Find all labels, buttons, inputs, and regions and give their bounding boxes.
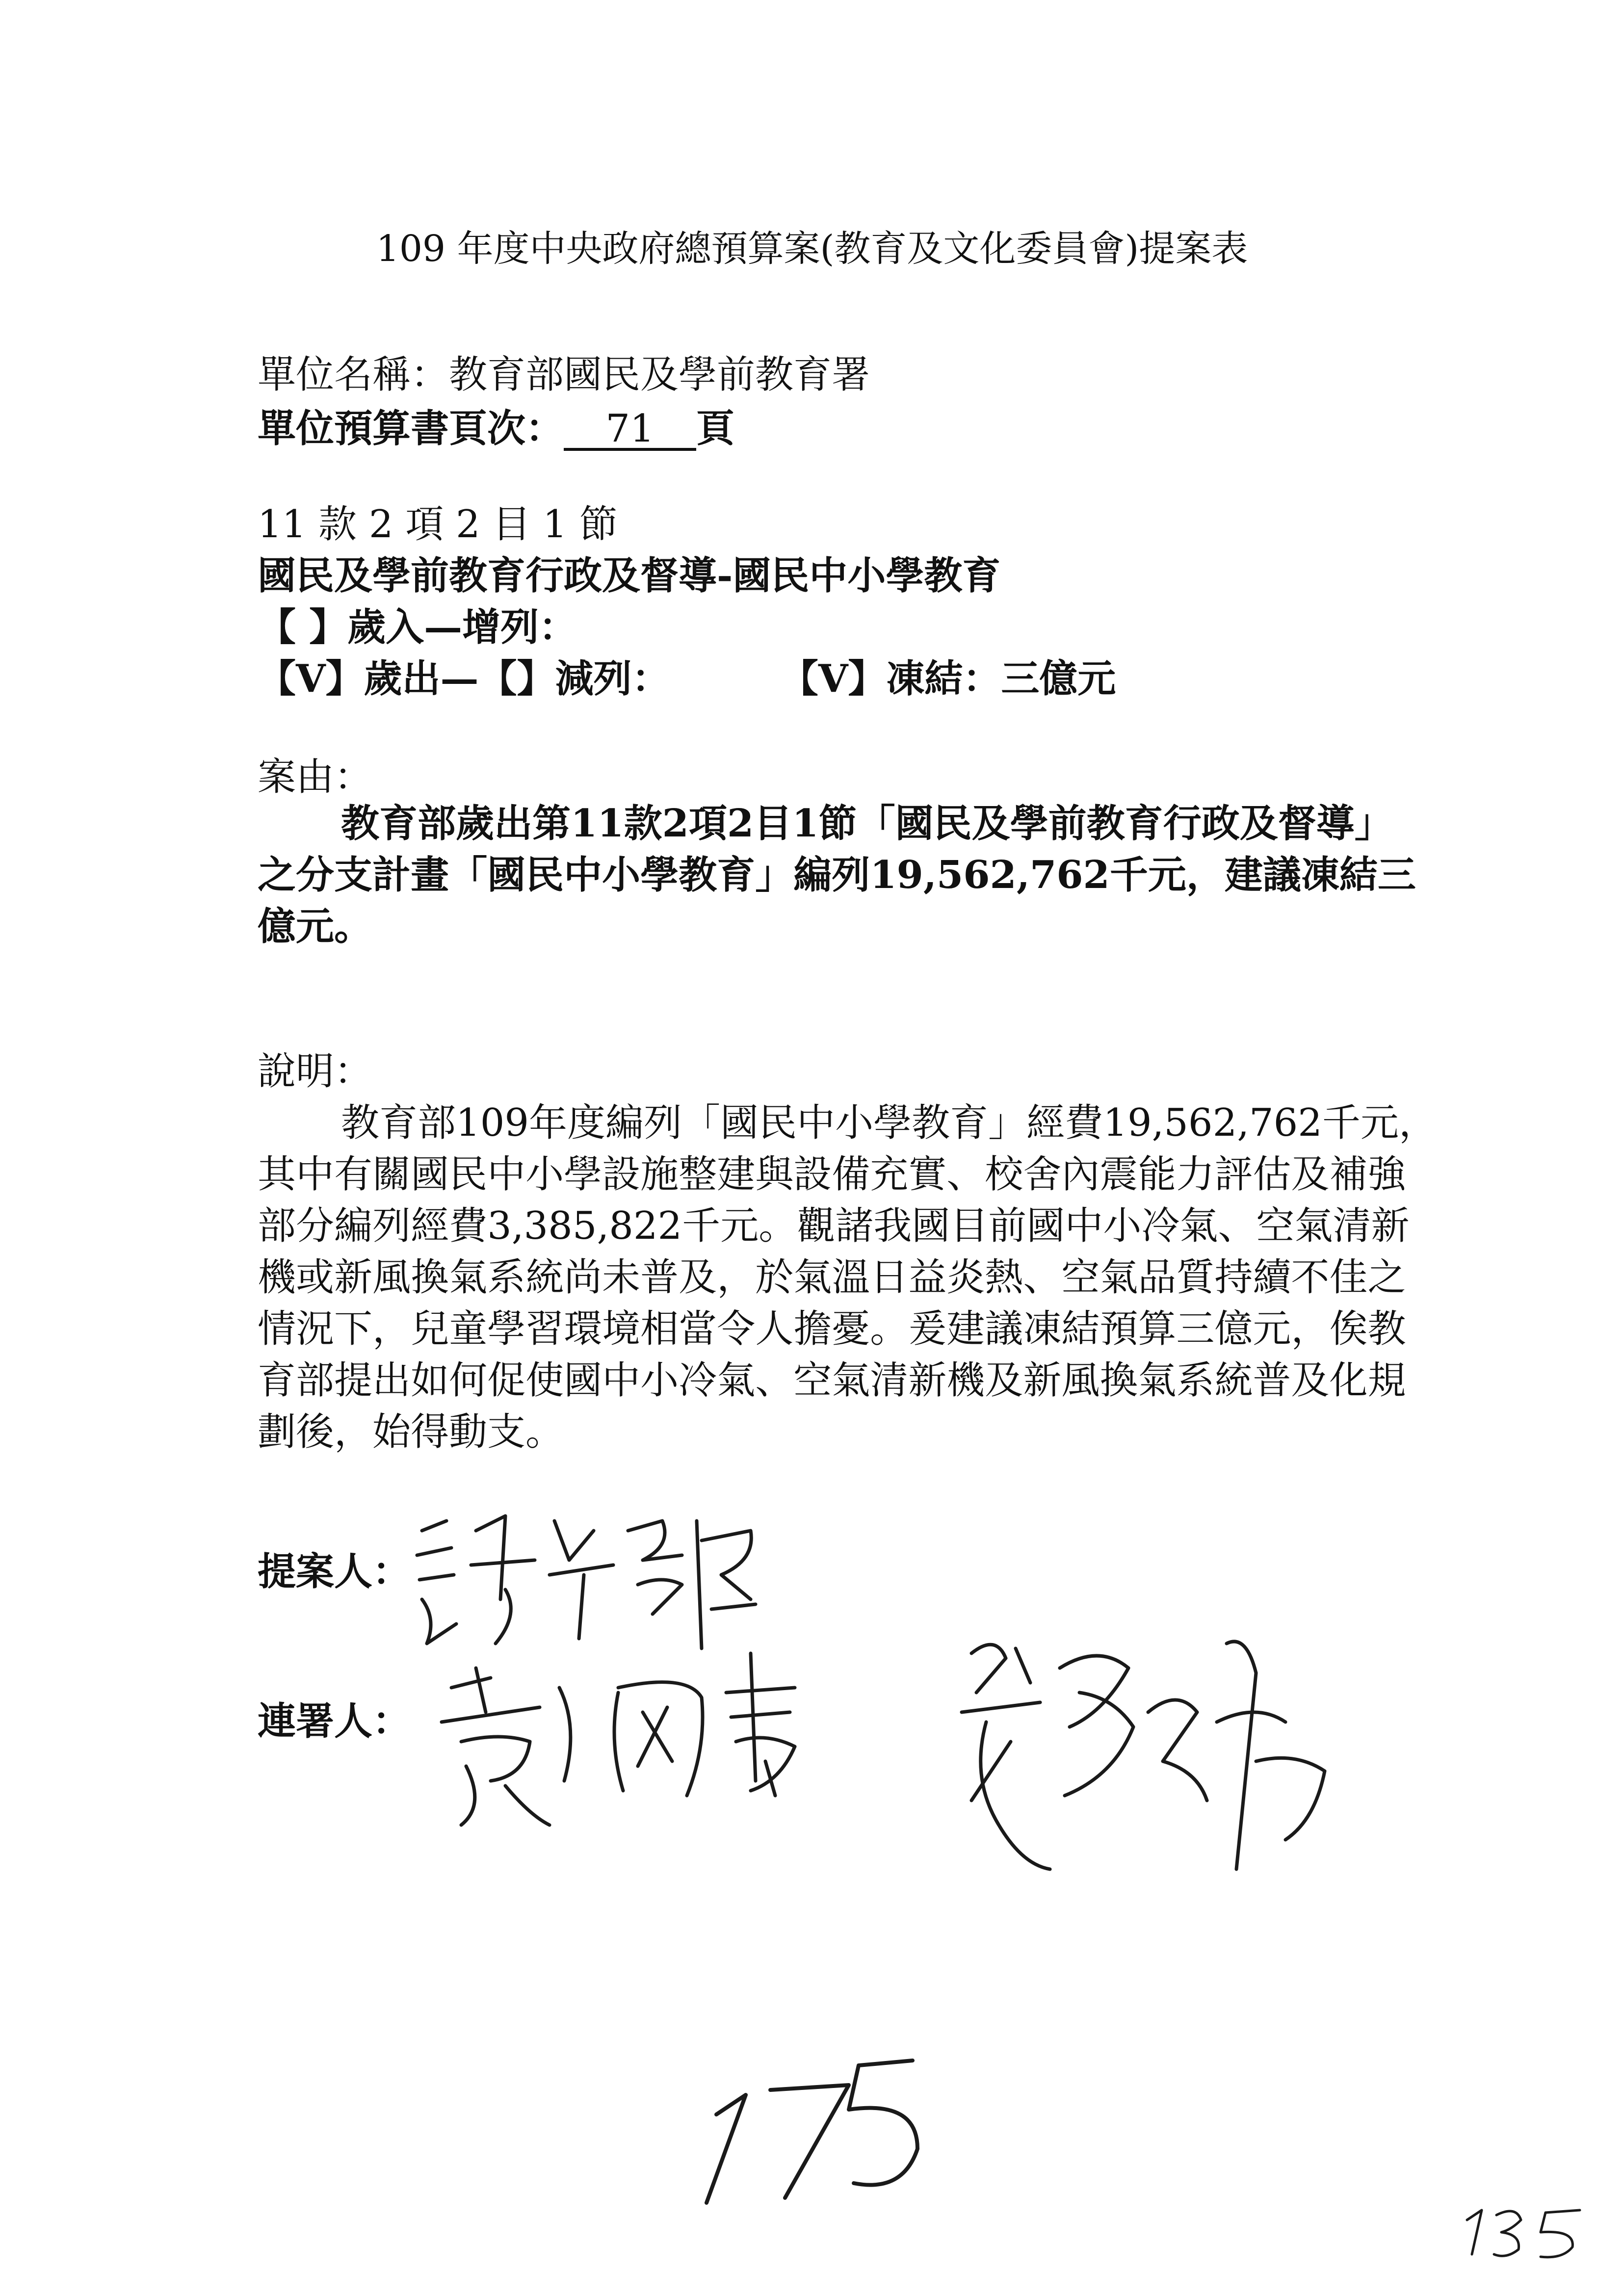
reduce-checkbox: 【】 <box>478 656 555 701</box>
reason-heading: 案由： <box>258 755 373 799</box>
freeze-label: 凍結：三億元 <box>886 656 1116 701</box>
revenue-row <box>258 605 577 650</box>
cosigner-signature-3 <box>942 1614 1344 1889</box>
unit-name: 教育部國民及學前教育署 <box>449 353 870 397</box>
corner-page-number <box>1457 2191 1595 2269</box>
reason-line: 教 育 部 歲 出 第 1 1 款 2 項 2 目 1 節 「 國 民 及 學 前 教 育 行 政 及 督 導 」 <box>341 801 1393 846</box>
proposer-label: 提案人： <box>258 1549 411 1594</box>
explanation-heading: 說明： <box>258 1049 373 1094</box>
cosigner-signature-2 <box>589 1634 864 1820</box>
document-title: 109 年度中央政府總預算案(教育及文化委員會)提案表 <box>376 228 1248 270</box>
explanation-line: 教 育 部 1 0 9 年 度 編 列 「 國 民 中 小 學 教 育 」 經 費 1 9 , 5 6 2 , 7 6 2 千 元 ， <box>341 1101 1437 1145</box>
cosigner-label: 連署人： <box>258 1699 411 1744</box>
revenue-checkbox: 【 】 <box>258 605 348 650</box>
program-name: 國民及學前教育行政及督導-國民中小學教育 <box>258 553 1001 598</box>
expenditure-label: 歲出— <box>364 656 479 701</box>
page-ref-value: 71 <box>564 410 696 451</box>
section-code: 11 款 2 項 2 目 1 節 <box>258 502 618 547</box>
page-ref-suffix: 頁 <box>696 406 735 451</box>
explanation-line: 育 部 提 出 如 何 促 使 國 中 小 冷 氣 、 空 氣 清 新 機 及 新 風 換 氣 系 統 普 及 化 規 <box>258 1358 1406 1403</box>
reason-line: 億元。 <box>258 904 373 949</box>
unit-name-label: 單位名稱： <box>258 353 449 397</box>
expenditure-checkbox: 【V】 <box>258 656 364 701</box>
explanation-line: 劃後，始得動支。 <box>258 1410 564 1454</box>
explanation-line: 機 或 新 風 換 氣 系 統 尚 未 普 及 ， 於 氣 溫 日 益 炎 熱 、 空 氣 品 質 持 續 不 佳 之 <box>258 1255 1406 1300</box>
page-ref-label: 單位預算書頁次： <box>258 406 564 451</box>
explanation-line: 其 中 有 關 國 民 中 小 學 設 施 整 建 與 設 備 充 實 、 校 舍 內 震 能 力 評 估 及 補 強 <box>258 1152 1406 1197</box>
explanation-line: 部 分 編 列 經 費 3 , 3 8 5 , 8 2 2 千 元 。 觀 諸 我 國 目 前 國 中 小 冷 氣 、 空 氣 清 新 <box>258 1204 1410 1248</box>
unit-name-row <box>258 353 870 397</box>
expenditure-row <box>258 656 1116 701</box>
reduce-label: 減列： <box>555 656 670 701</box>
revenue-label: 歲入—增列： <box>347 605 577 650</box>
freeze-checkbox: 【V】 <box>780 656 887 701</box>
page-reference-row <box>258 406 735 451</box>
handwritten-page-number <box>687 2036 942 2222</box>
reason-line: 之 分 支 計 畫 「 國 民 中 小 學 教 育 」 編 列 1 9 , 5 6 2 , 7 6 2 千 元 ， 建 議 凍 結 三 <box>258 853 1416 897</box>
explanation-line: 情 況 下 ， 兒 童 學 習 環 境 相 當 令 人 擔 憂 。 爰 建 議 凍 結 預 算 三 億 元 ， 俟 教 <box>258 1307 1406 1351</box>
